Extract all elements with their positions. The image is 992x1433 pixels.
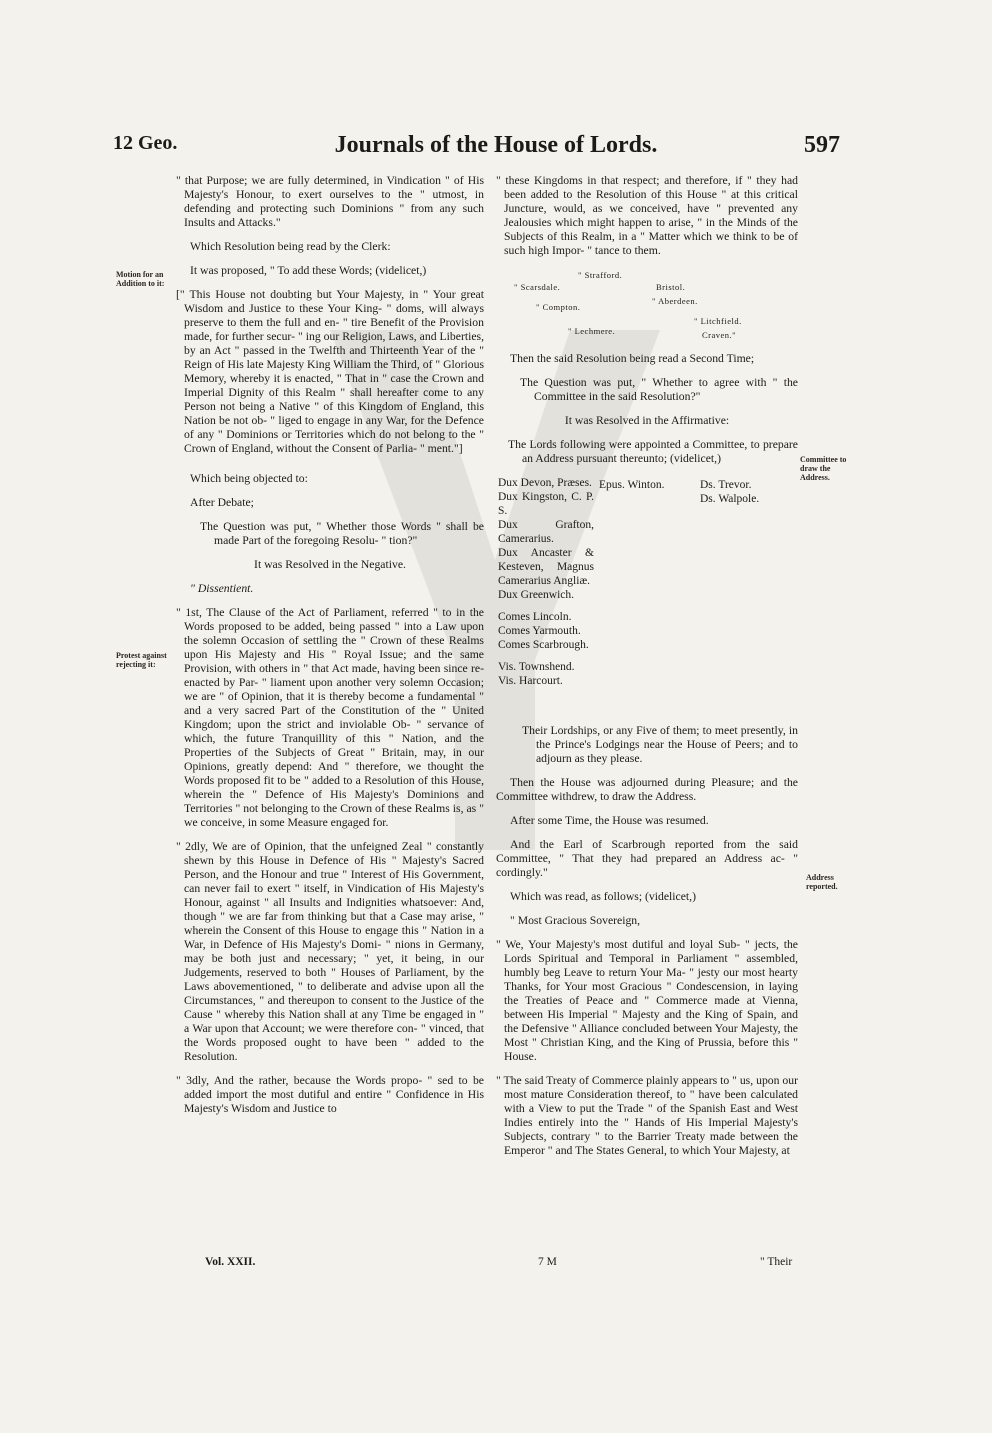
- committee-list: [496, 476, 798, 714]
- paragraph: " these Kingdoms in that respect; and therefore, if " they had been added to the Resolution of this House " at this critical Juncture, would, as we conceived, have " prevented any Jealousies which might happen to arise, " in the Minds of the Subjects of this Realm, in a " Matter which we think to be of such high Impor- " tance to them.: [496, 174, 798, 257]
- signature: " Litchfield.: [694, 316, 742, 326]
- committee-member: Dux Ancaster & Kesteven, Magnus Camerarius Angliæ.: [498, 547, 594, 587]
- protest-reason-2: " 2dly, We are of Opinion, that the unfeigned Zeal " constantly shewn by this House in Defence of His " Majesty's Sacred Person, and the Honour and true " Interest of His Government, can never fail to exert " itself, in Vindication of His Majesty's Honour, against " all Insults and Indignities whatsoever: And, though " we are far from thinking but that a Case may arise, " wherein the Consent of this House to engage this " Nation in a War, in Defence of His Majesty's Domi- " nions in Germany, may be both just and necessary; " yet, it being, in our Judgements, reserved to both " Houses of Parliament, by the Laws abovementioned, " to deliberate and advise upon all the Circumstances, " and thereupon to consent to the Justice of the Cause " whereby this Nation shall at any Time be engaged in " a War upon that Account; we were therefore con- " vinced, that the Words proposed ought to have been " added to the Resolution.: [176, 840, 484, 1063]
- committee-member: Vis. Harcourt.: [498, 675, 563, 687]
- dissentient-heading: " Dissentient.: [190, 582, 254, 595]
- catchword: " Their: [760, 1256, 793, 1268]
- committee-member: Dux Greenwich.: [498, 589, 575, 601]
- signature: " Scarsdale.: [514, 282, 561, 292]
- volume-label: Vol. XXII.: [205, 1256, 256, 1268]
- paragraph: Then the said Resolution being read a Second Time;: [510, 352, 755, 365]
- page-number: 597: [804, 132, 840, 158]
- salutation: " Most Gracious Sovereign,: [510, 914, 641, 927]
- question: The Question was put, " Whether to agree with " the Committee in the said Resolution?": [520, 376, 798, 403]
- protest-reason-1: " 1st, The Clause of the Act of Parliament, referred " to in the Words proposed to be added, being passed " into a Law upon the solemn Occasion of settling the " Crown of these Realms upon His Majesty and His " Royal Issue; and the same Provision, with others in " that Act made, having been since re-enacted by Par- " liament upon another very solemn Occasion; we are " of Opinion, that it is thereby become a fundamental " and a very sacred Part of the Constitution of the " United Kingdom; upon the strict and inviolable Ob- " servance of which, the future Tranquillity of this " Nation, and the Properties of the Subjects of Great " Britain, may, in our Opinions, greatly depend: And " therefore, we thought the Words proposed fit to be " added to a Resolution of this House, wherein the " Defence of His Majesty's Dominions and Territories " not belonging to the Crown of these Realms is, as " we conceive, in some Measure engaged for.: [176, 606, 484, 829]
- paragraph: After some Time, the House was resumed.: [510, 814, 709, 827]
- paragraph: It was proposed, " To add these Words; (videlicet,): [190, 264, 427, 277]
- paragraph: After Debate;: [190, 496, 254, 509]
- address-paragraph: " The said Treaty of Commerce plainly appears to " us, upon our most mature Consideration thereof, to " have been calculated with a View to put the Trade " of the Spanish East and West Indies entirely into the " Hands of His Imperial Majesty's Subjects, contrary " to the Barrier Treaty made between the Emperor " and The States General, to which Your Majesty, at: [496, 1074, 798, 1157]
- resolution-result: It was Resolved in the Affirmative:: [564, 414, 730, 427]
- address-paragraph: " We, Your Majesty's most dutiful and loyal Sub- " jects, the Lords Spiritual and Temporal in Parliament " assembled, humbly beg Leave to return Your Ma- " jesty our most hearty Thanks, for Your most Gracious " Condescension, in laying the Treaties of Peace and " Commerce made at Vienna, between His Imperial " Majesty and the King of Spain, and the Defensive " Alliance concluded between Your Majesty, the Most " Christian King, and the King of Prussia, before this " House.: [496, 938, 798, 1063]
- paragraph: Which being objected to:: [190, 472, 308, 485]
- left-column: [176, 174, 484, 1126]
- committee-member: Epus. Winton.: [599, 479, 665, 491]
- committee-member: Dux Kingston, C. P. S.: [498, 491, 594, 517]
- proposed-words: [" This House not doubting but Your Majesty, in " Your great Wisdom and Justice to these Your King- " doms, will always preserve to them the full and en- " tire Benefit of the Provision made, for further secur- " ing our Religion, Laws, and Liberties, by an Act " passed in the Twelfth and Thirteenth Year of the " Reign of His late Majesty King William the Third, of " Glorious Memory, whereby it is enacted, " That in " case the Crown and Imperial Dignity of this Realm " shall hereafter come to any Person not being a Native " of this Kingdom of England, this Nation be not ob- " liged to engage in any War, for the Defence of any " Dominions or Territories which do not belong to the " Crown of England, without the Consent of Parlia- " ment."]: [176, 288, 484, 455]
- committee-member: Comes Yarmouth.: [498, 625, 581, 637]
- committee-member: Comes Lincoln.: [498, 611, 572, 623]
- committee-member: Dux Devon, Præses.: [498, 477, 592, 489]
- sidenote-motion: Motion for an Addition to it:: [116, 270, 165, 288]
- signature: " Aberdeen.: [652, 296, 698, 306]
- committee-member: Comes Scarbrough.: [498, 639, 589, 651]
- paragraph: And the Earl of Scarbrough reported from the said Committee, " That they had prepared an Address ac- " cordingly.": [496, 838, 798, 879]
- signatures: [496, 268, 798, 344]
- question: The Question was put, " Whether those Words " shall be made Part of the foregoing Resolu- " tion?": [200, 520, 484, 547]
- signature: " Lechmere.: [568, 326, 616, 336]
- paragraph: Which Resolution being read by the Clerk:: [190, 240, 391, 253]
- committee-member: Dux Grafton, Camerarius.: [498, 519, 594, 545]
- signature: " Compton.: [536, 302, 581, 312]
- paragraph: " that Purpose; we are fully determined, in Vindication " of His Majesty's Honour, to exert ourselves to the " utmost, in defending and protecting such Dominions " from any such Insults and Attacks.": [176, 174, 484, 229]
- resolution-result: It was Resolved in the Negative.: [254, 558, 406, 571]
- page-title: Journals of the House of Lords.: [334, 132, 658, 158]
- paragraph: Their Lordships, or any Five of them; to meet presently, in the Prince's Lodgings near the House of Peers; and to adjourn as they please.: [522, 724, 798, 765]
- sidenote-committee: Committee to draw the Address.: [800, 455, 847, 482]
- committee-member: Ds. Trevor.: [700, 479, 752, 491]
- committee-member: Ds. Walpole.: [700, 493, 760, 505]
- sidenote-protest: Protest against rejecting it:: [116, 651, 167, 669]
- paragraph: Which was read, as follows; (videlicet,): [510, 890, 696, 903]
- signature-mark: 7 M: [538, 1256, 557, 1268]
- signature: Craven.": [702, 330, 737, 340]
- right-column: [496, 174, 798, 1168]
- paragraph: Then the House was adjourned during Pleasure; and the Committee withdrew, to draw the Address.: [496, 776, 798, 803]
- committee-member: Vis. Townshend.: [498, 661, 575, 673]
- session-label: 12 Geo.: [113, 132, 178, 154]
- signature: Bristol.: [656, 282, 686, 292]
- protest-reason-3: " 3dly, And the rather, because the Words propo- " sed to be added import the most dutiful and entire " Confidence in His Majesty's Wisdom and Justice to: [176, 1074, 484, 1115]
- sidenote-address: Address reported.: [806, 873, 838, 891]
- paragraph: The Lords following were appointed a Committee, to prepare an Address pursuant thereunto; (videlicet,): [508, 438, 798, 465]
- signature: " Strafford.: [578, 270, 623, 280]
